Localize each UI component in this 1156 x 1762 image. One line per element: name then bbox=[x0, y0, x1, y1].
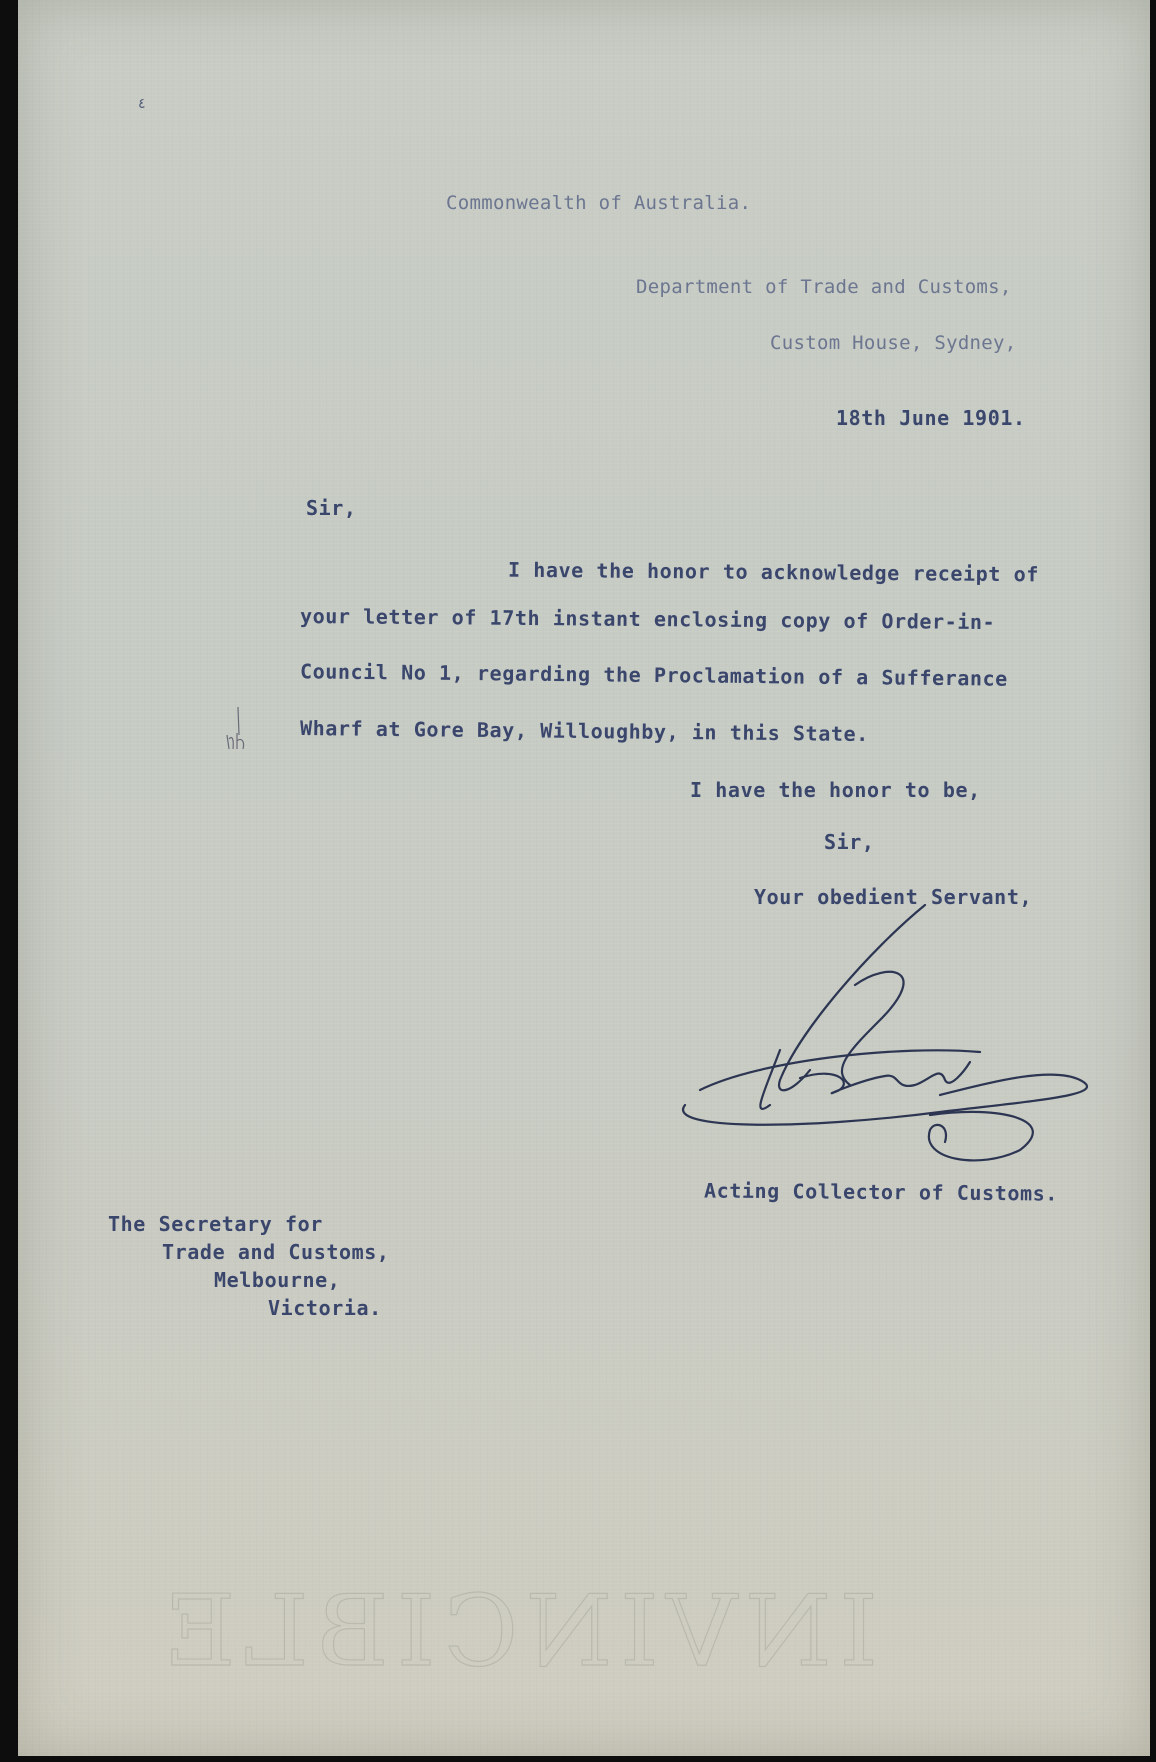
margin-annotation bbox=[223, 705, 253, 753]
signature bbox=[680, 880, 1120, 1170]
letter-date: 18th June 1901. bbox=[836, 406, 1026, 430]
letter-page bbox=[18, 0, 1150, 1756]
letterhead-commonwealth: Commonwealth of Australia. bbox=[446, 192, 752, 214]
body-line-4: Wharf at Gore Bay, Willoughby, in this State. bbox=[299, 716, 869, 746]
closing-salutation: Sir, bbox=[824, 830, 875, 854]
signature-title: Acting Collector of Customs. bbox=[703, 1178, 1059, 1206]
closing-line: I have the honor to be, bbox=[690, 778, 981, 802]
letterhead-address: Custom House, Sydney, bbox=[770, 332, 1017, 354]
recipient-line-2: Trade and Customs, bbox=[162, 1240, 390, 1264]
body-line-2: your letter of 17th instant enclosing copy of Order-in- bbox=[299, 603, 996, 635]
body-line-3: Council No 1, regarding the Proclamation of a Sufferance bbox=[299, 659, 1009, 691]
recipient-line-4: Victoria. bbox=[268, 1296, 382, 1320]
recipient-line-1: The Secretary for bbox=[108, 1212, 323, 1236]
paper-watermark: INVINCIBLE bbox=[155, 1575, 878, 1689]
valediction: Your obedient Servant, bbox=[754, 885, 1033, 909]
salutation: Sir, bbox=[306, 496, 357, 520]
recipient-line-3: Melbourne, bbox=[214, 1268, 341, 1292]
letterhead-department: Department of Trade and Customs, bbox=[636, 276, 1012, 298]
body-line-1: I have the honor to acknowledge receipt of bbox=[507, 557, 1040, 587]
stray-mark: ٤ bbox=[138, 96, 146, 112]
